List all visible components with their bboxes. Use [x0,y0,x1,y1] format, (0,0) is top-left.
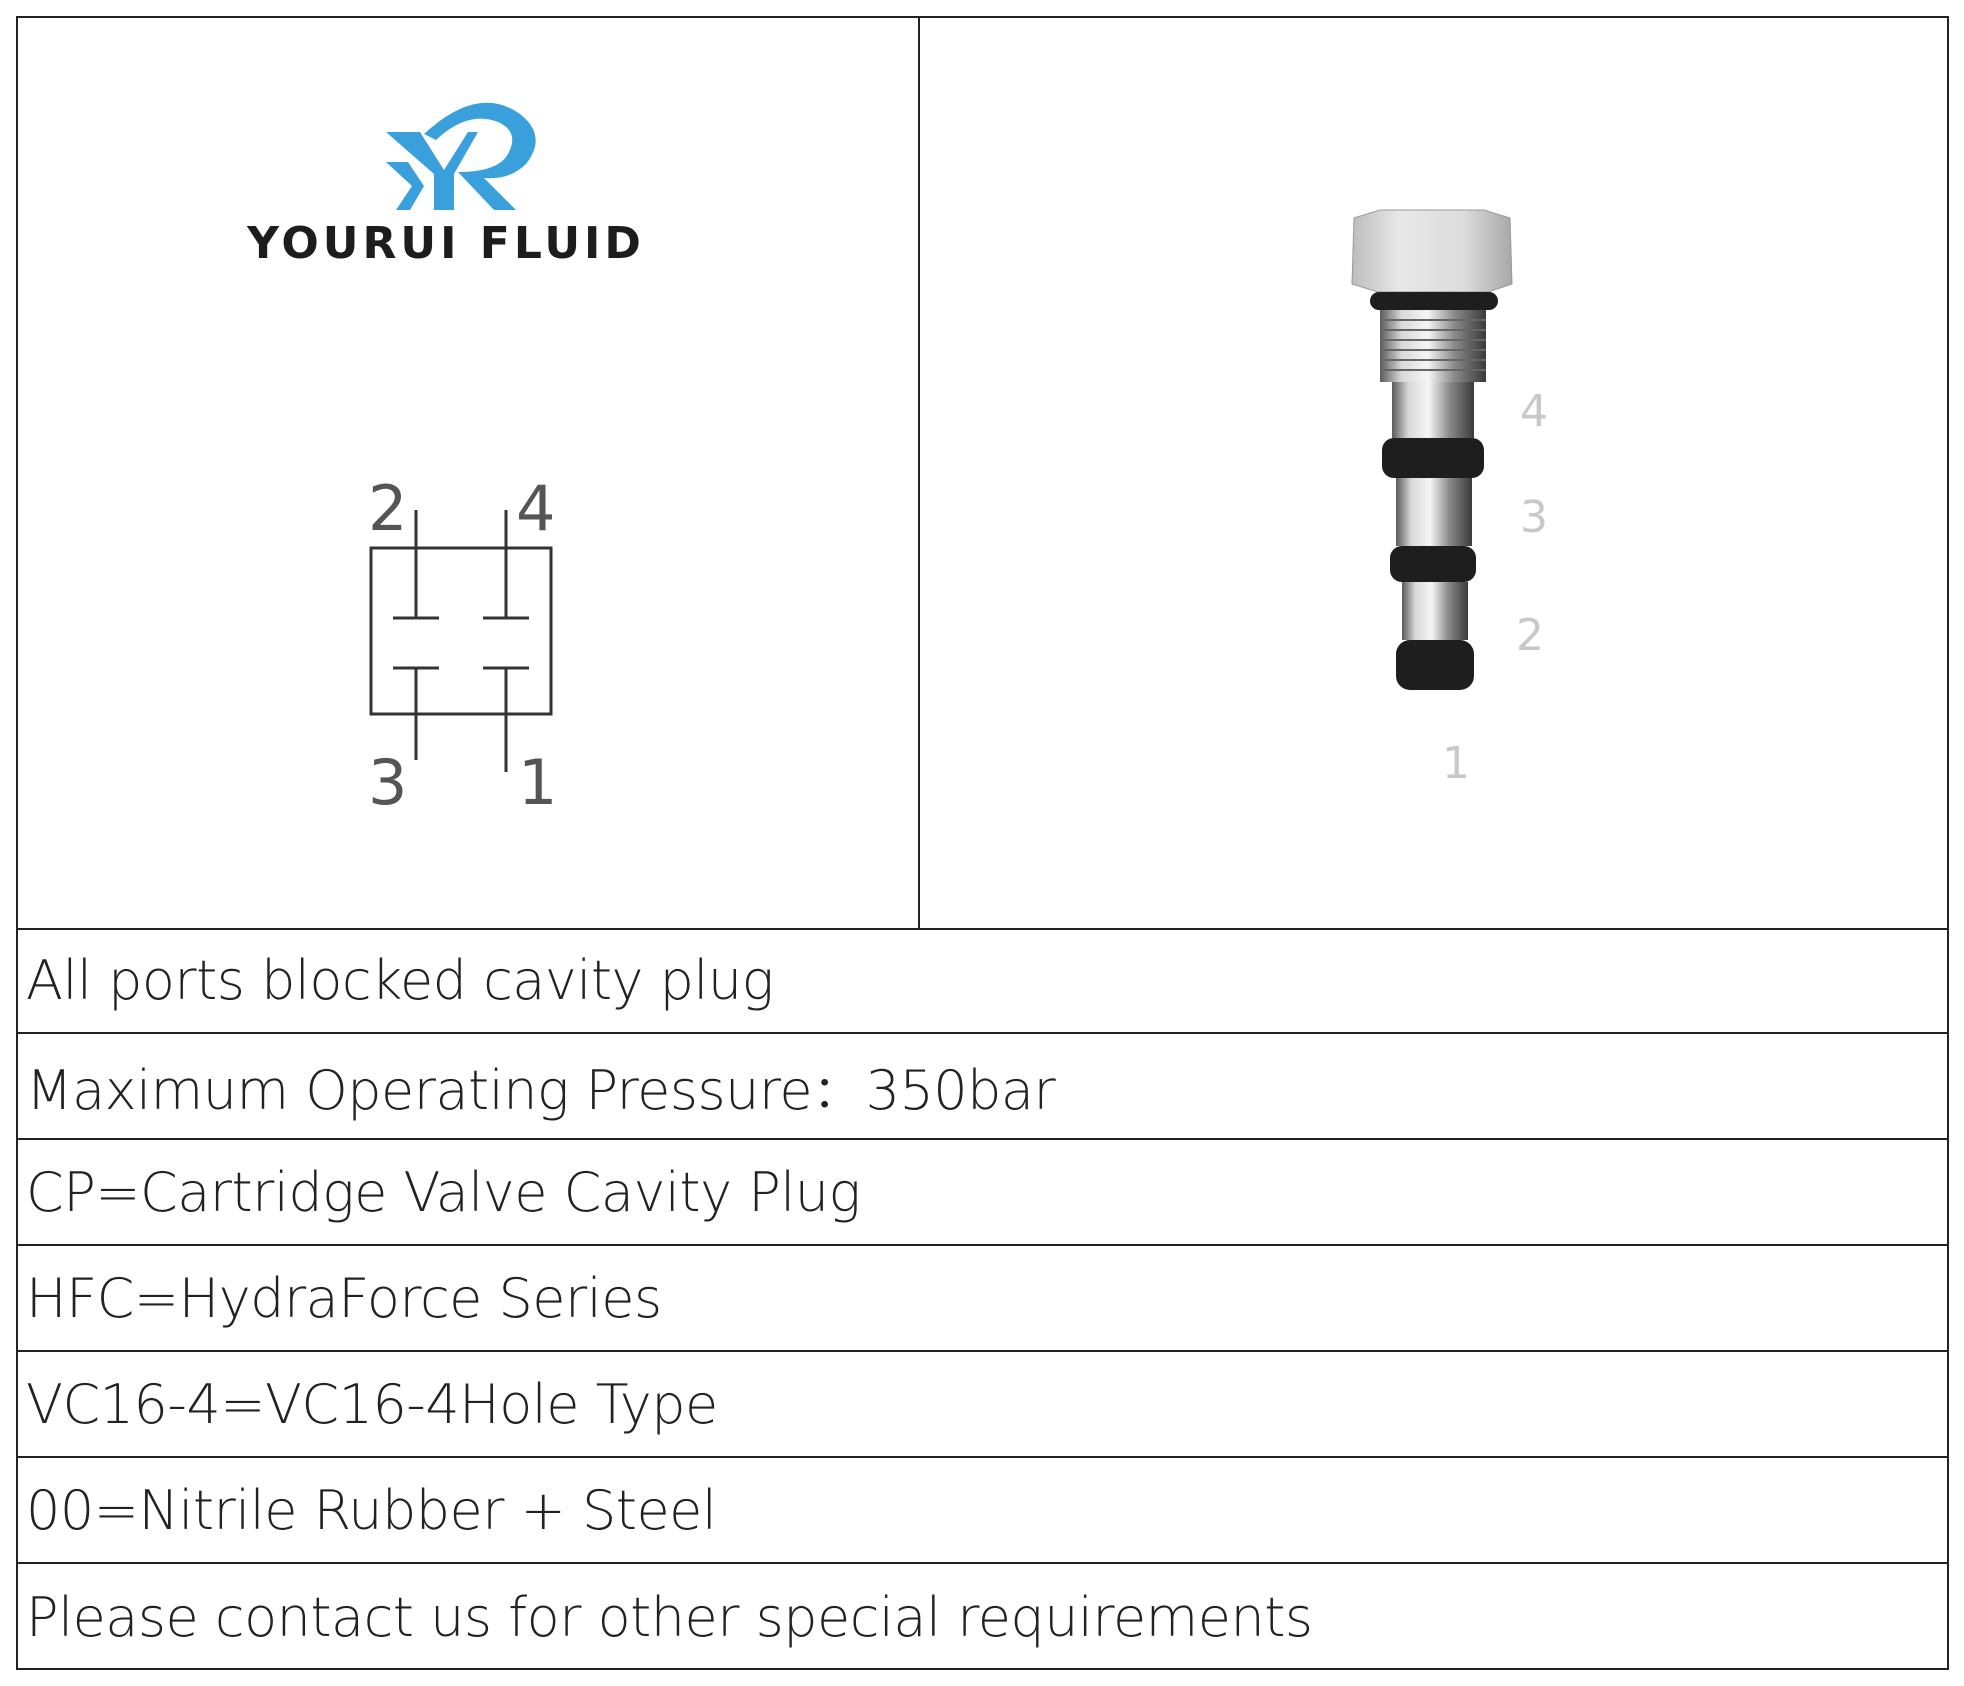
brand-name: YOURUI FLUID [247,218,645,269]
symbol-port-1: 1 [518,746,558,819]
symbol-port-2: 2 [368,472,408,545]
spec-rows [18,928,1947,1670]
spec-row-description: All ports blocked cavity plug [18,928,1947,1034]
valve-port-1: 1 [1442,738,1470,789]
spec-row-cavity: VC16-4=VC16-4Hole Type [18,1352,1947,1458]
cartridge-valve-cavity-plug-icon [1320,188,1580,808]
spec-row-cp: CP=Cartridge Valve Cavity Plug [18,1140,1947,1246]
symbol-port-4: 4 [516,472,556,545]
product-image-cell [920,18,1947,928]
valve-port-3: 3 [1520,492,1548,543]
valve-port-4: 4 [1520,386,1548,437]
symbol-port-3: 3 [368,746,408,819]
spec-row-contact: Please contact us for other special requirements [26,1585,1313,1649]
hydraulic-symbol [338,468,578,828]
spec-row-material: 00=Nitrile Rubber + Steel [18,1458,1947,1564]
spec-row-hfc: HFC=HydraForce Series [18,1246,1947,1352]
header-section [18,18,1947,930]
yr-monogram-icon [248,74,648,214]
spec-sheet [16,16,1949,1670]
spec-row-pressure: Maximum Operating Pressure：350bar [18,1034,1947,1140]
logo-and-symbol-cell [18,18,920,928]
valve-port-2: 2 [1516,610,1544,661]
